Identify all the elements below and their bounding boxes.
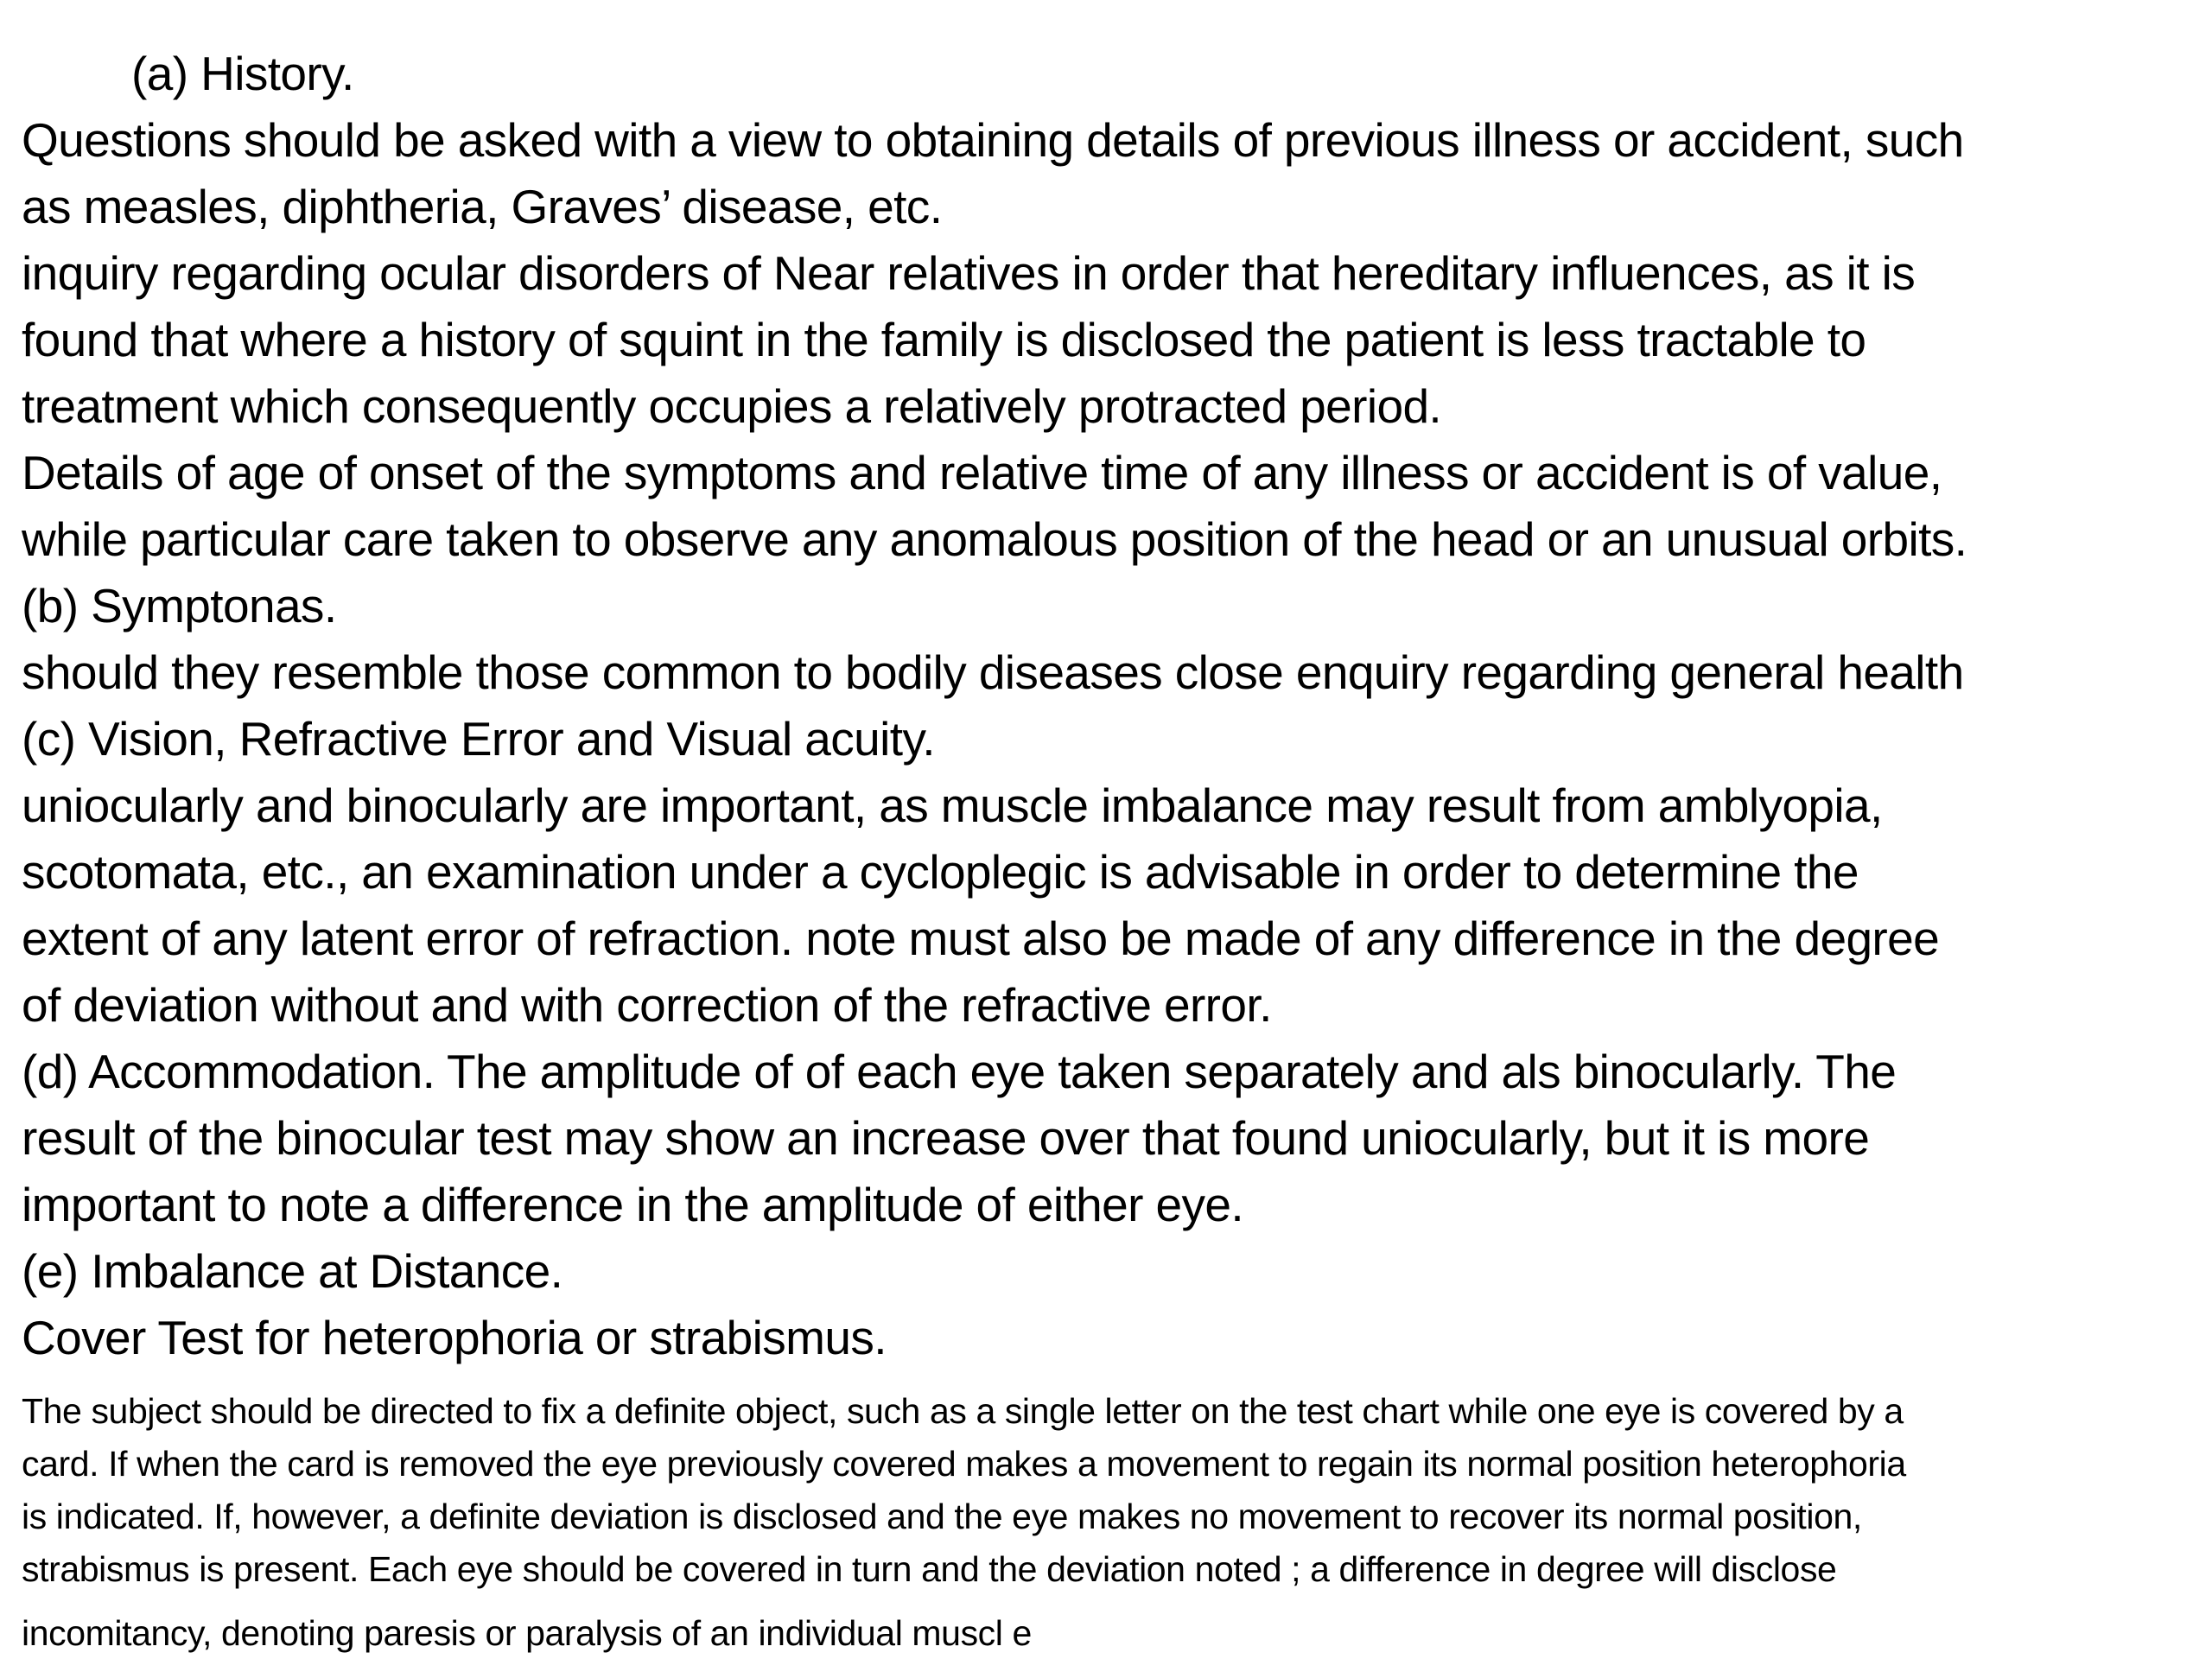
small-text-line: The subject should be directed to fix a definite object, such as a single letter on the test chart while one eye is covered by a bbox=[22, 1391, 1904, 1431]
text-line: should they resemble those common to bodily diseases close enquiry regarding general health bbox=[22, 645, 1964, 699]
small-text-line: card. If when the card is removed the eye previously covered makes a movement to regain its normal position heterophoria bbox=[22, 1444, 1906, 1484]
text-line: of deviation without and with correction of the refractive error. bbox=[22, 978, 1272, 1032]
text-line: Questions should be asked with a view to obtaining details of previous illness or accident, such bbox=[22, 113, 1964, 167]
heading-history: (a) History. bbox=[131, 47, 354, 100]
heading-cover-test: Cover Test for heterophoria or strabismus. bbox=[22, 1311, 887, 1364]
text-line: as measles, diphtheria, Graves’ disease, etc. bbox=[22, 180, 943, 233]
heading-vision: (c) Vision, Refractive Error and Visual acuity. bbox=[22, 712, 935, 766]
text-line: result of the binocular test may show an increase over that found uniocularly, but it is more bbox=[22, 1111, 1870, 1165]
small-text-line: is indicated. If, however, a definite deviation is disclosed and the eye makes no movement to recover its normal position, bbox=[22, 1497, 1862, 1536]
text-line: found that where a history of squint in the family is disclosed the patient is less tractable to bbox=[22, 313, 1866, 366]
heading-accommodation: (d) Accommodation. The amplitude of of each eye taken separately and als binocularly. The bbox=[22, 1045, 1897, 1098]
text-line: while particular care taken to observe any anomalous position of the head or an unusual orbits. bbox=[22, 512, 1967, 566]
text-line: treatment which consequently occupies a relatively protracted period. bbox=[22, 379, 1442, 433]
heading-symptoms: (b) Symptonas. bbox=[22, 579, 337, 632]
text-line: inquiry regarding ocular disorders of Near relatives in order that hereditary influences, as it is bbox=[22, 246, 1916, 300]
text-line: scotomata, etc., an examination under a cycloplegic is advisable in order to determine the bbox=[22, 845, 1859, 899]
text-line: important to note a difference in the amplitude of either eye. bbox=[22, 1178, 1244, 1231]
small-text-line: strabismus is present. Each eye should be covered in turn and the deviation noted ; a difference in degree will disclose bbox=[22, 1549, 1837, 1589]
text-line: Details of age of onset of the symptoms and relative time of any illness or accident is of value, bbox=[22, 446, 1942, 499]
small-text-line: incomitancy, denoting paresis or paralysis of an individual muscl e bbox=[22, 1613, 1032, 1653]
text-line: extent of any latent error of refraction. note must also be made of any difference in the degree bbox=[22, 912, 1940, 965]
heading-imbalance: (e) Imbalance at Distance. bbox=[22, 1244, 563, 1298]
text-line: uniocularly and binocularly are important, as muscle imbalance may result from amblyopia, bbox=[22, 779, 1883, 832]
